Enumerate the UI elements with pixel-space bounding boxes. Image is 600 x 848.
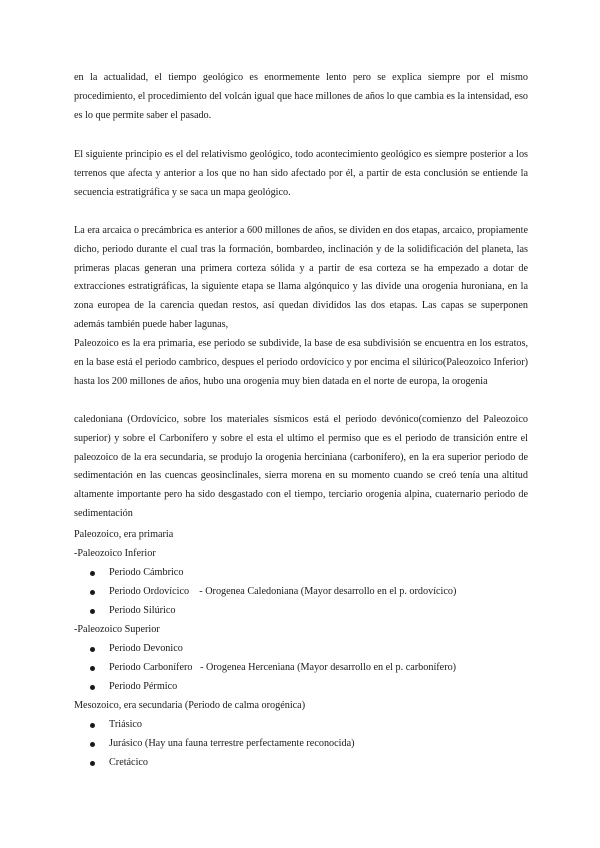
list-item-text: Periodo Pérmico: [109, 681, 178, 692]
subheading-paleozoico-superior: -Paleozoico Superior: [74, 624, 160, 635]
paragraph-relativism: El siguiente principio es el del relativismo geológico, todo acontecimiento geológico es siempre posterior a los terrenos que afecta y anterior a los que no han sido afectado por él, a partir de esta conclusión se entiende la secuencia estratigráfica y se saca un mapa geológico.: [74, 149, 528, 198]
list-item-text: Periodo Devonico: [109, 643, 183, 654]
bullet-icon: [90, 761, 95, 766]
list-item-text: Cretácico: [109, 757, 149, 768]
subheading-paleozoico-inferior: -Paleozoico Inferior: [74, 548, 156, 559]
list-item-text: Periodo Silúrico: [109, 605, 176, 616]
bullet-icon: [90, 685, 95, 690]
bullet-icon: [90, 571, 95, 576]
heading-paleozoico: Paleozoico, era primaria: [74, 529, 174, 540]
bullet-icon: [90, 742, 95, 747]
paragraph-paleozoic: Paleozoico es la era primaria, ese periodo se subdivide, la base de esa subdivisión se encuentra en los estratos, en la base está el periodo cambrico, despues el periodo ordovícico y por encima el silúrico(Paleozoico Inferior) hasta los 200 millones de años, hubo una orogenia muy bien datada en el norte de europa, la orogenia: [74, 338, 528, 387]
list-item-text: Periodo Carbonífero - Orogenea Herceniana (Mayor desarrollo en el p. carbonífero): [109, 662, 457, 673]
list-item-text: Jurásico (Hay una fauna terrestre perfectamente reconocida): [109, 738, 355, 749]
list-item-text: Periodo Ordovícico - Orogenea Caledoniana (Mayor desarrollo en el p. ordovícico): [109, 586, 457, 597]
bullet-icon: [90, 609, 95, 614]
paragraph-geologic-time: en la actualidad, el tiempo geológico es enormemente lento pero se explica siempre por el mismo procedimiento, el procedimiento del volcán igual que hace millones de años lo que cambia es la intensidad, eso es lo que permite saber el pasado.: [74, 72, 528, 121]
list-item-text: Periodo Cámbrico: [109, 567, 184, 578]
paragraph-caledonian: caledoniana (Ordovícico, sobre los materiales sísmicos está el periodo devónico(comienzo del Paleozoico superior) y sobre el Carbonífero y sobre el esta el ultimo el permiso que es el periodo de transición entre el paleozoico de la era secundaria, se produjo la orogenia herciniana (carbonífero), en la era superior periodo de sedimentación en las cuencas geosinclinales, sierra morena en su momento cuando se creó tenía una altitud altamente importante pero ha sido desgastado con el tiempo, terciario orogenia alpina, cuaternario periodo de sedimentación: [74, 414, 528, 519]
paragraph-precambrian: La era arcaica o precámbrica es anterior a 600 millones de años, se dividen en dos etapas, arcaico, propiamente dicho, periodo durante el cual tras la formación, bombardeo, inclinación y de la solidificación del planeta, las primeras placas generan una primera corteza sólida y a partir de esa corteza se ha empezado a dotar de extracciones estratigráficas, la siguiente etapa se llama algónquico y las divide una orogenia huroniana, en la zona europea de la carencia quedan restos, así quedan divididos las dos etapas. Las capas se superponen además también puede haber lagunas,: [74, 225, 528, 330]
bullet-icon: [90, 647, 95, 652]
bullet-icon: [90, 590, 95, 595]
heading-mesozoico: Mesozoico, era secundaria (Periodo de calma orogénica): [74, 700, 306, 711]
bullet-icon: [90, 666, 95, 671]
bullet-icon: [90, 723, 95, 728]
list-item-text: Triásico: [109, 719, 143, 730]
